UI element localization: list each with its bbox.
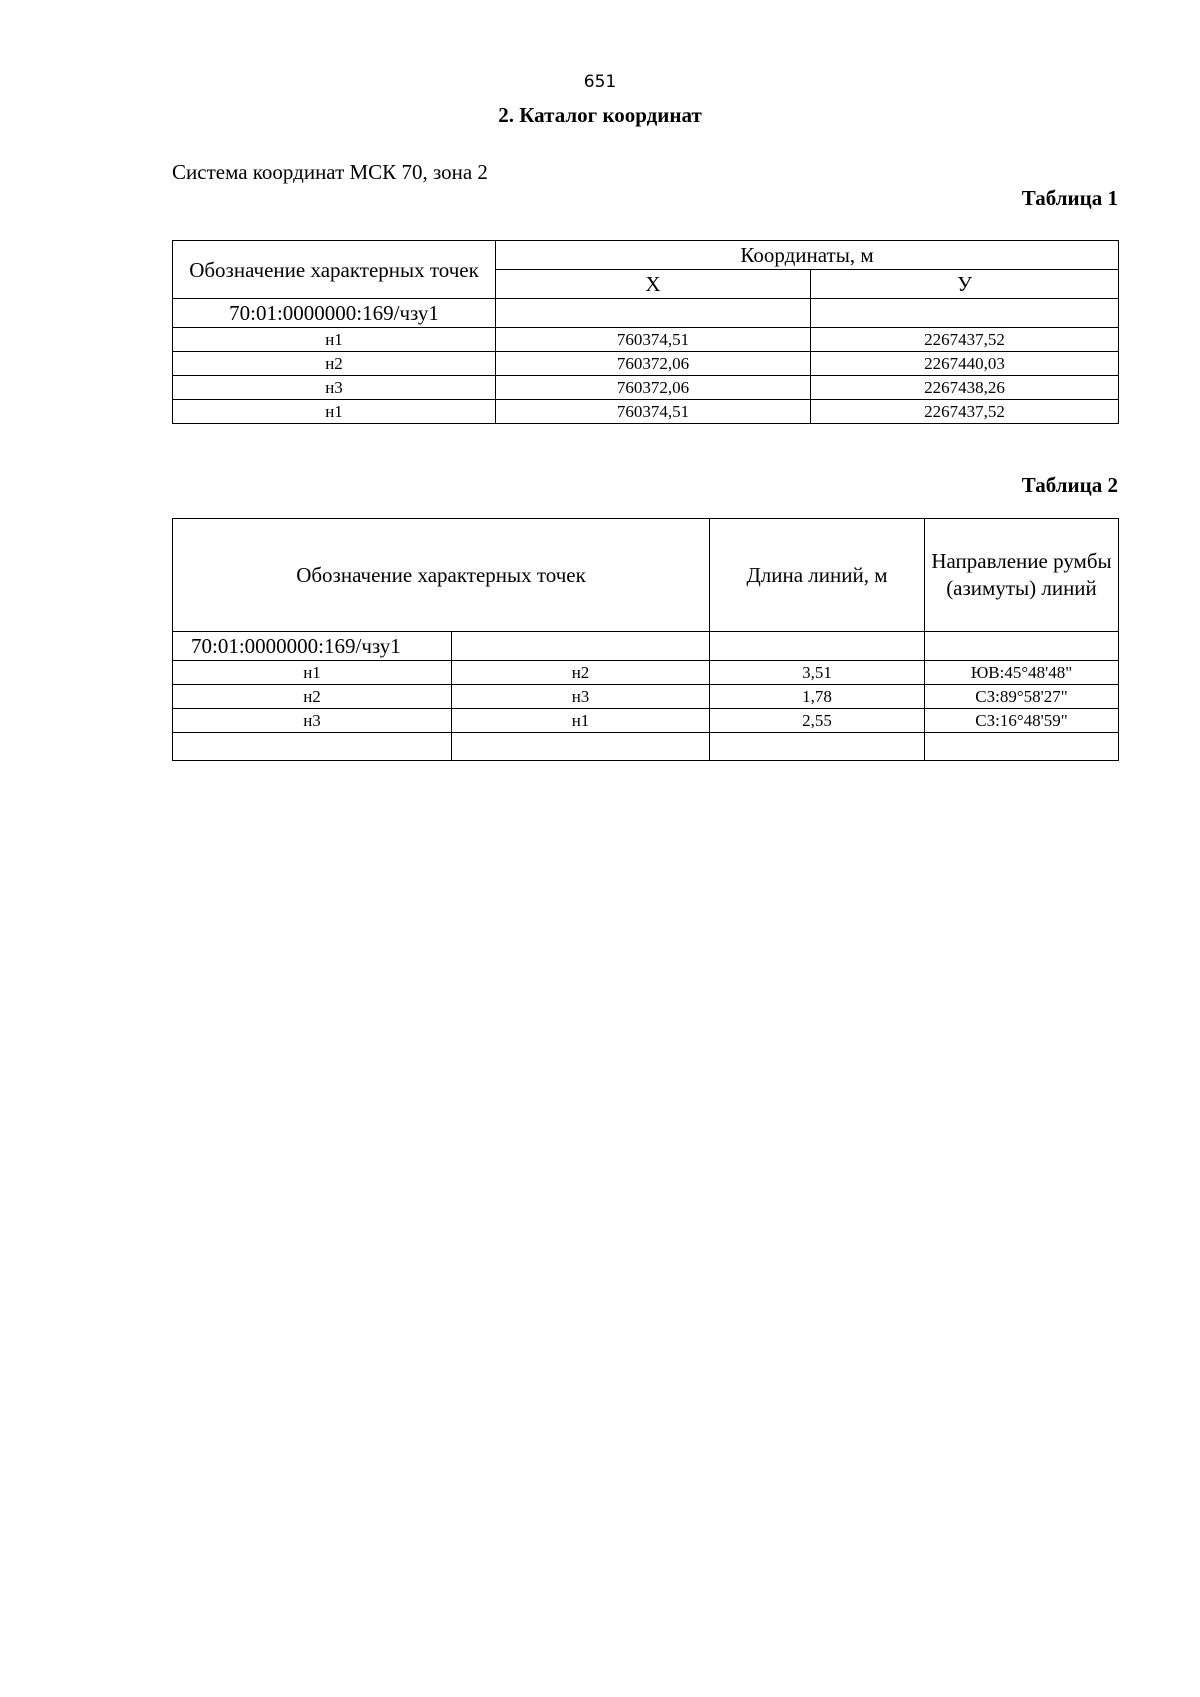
table-row [173, 400, 1119, 424]
table1-caption: Таблица 1 [1021, 186, 1118, 210]
table-row [173, 685, 1119, 709]
section-title: 2. Каталог координат [498, 103, 702, 127]
length-cell: 2,55 [710, 709, 925, 733]
page-number: 651 [583, 72, 617, 92]
to-point-cell: н3 [452, 685, 710, 709]
direction-cell: СЗ:89°58'27" [925, 685, 1119, 709]
from-point-cell: н1 [173, 661, 452, 685]
empty-cell [811, 299, 1119, 328]
header-length: Длина линий, м [710, 519, 925, 632]
table-row [173, 328, 1119, 352]
empty-cell [496, 299, 811, 328]
header-x: Х [496, 270, 811, 299]
table-row [173, 709, 1119, 733]
empty-cell [925, 632, 1119, 661]
point-cell: н1 [173, 328, 496, 352]
y-cell: 2267440,03 [811, 352, 1119, 376]
table-row [173, 352, 1119, 376]
empty-cell [710, 733, 925, 761]
direction-cell: СЗ:16°48'59" [925, 709, 1119, 733]
header-y: У [811, 270, 1119, 299]
y-cell: 2267438,26 [811, 376, 1119, 400]
table-row-empty [173, 733, 1119, 761]
to-point-cell: н2 [452, 661, 710, 685]
y-cell: 2267437,52 [811, 328, 1119, 352]
from-point-cell: н3 [173, 709, 452, 733]
empty-cell [452, 733, 710, 761]
from-point-cell: н2 [173, 685, 452, 709]
point-cell: н1 [173, 400, 496, 424]
lines-table [172, 518, 1119, 761]
table-row [173, 661, 1119, 685]
empty-cell [925, 733, 1119, 761]
to-point-cell: н1 [452, 709, 710, 733]
header-points: Обозначение характерных точек [173, 519, 710, 632]
length-cell: 1,78 [710, 685, 925, 709]
point-cell: н3 [173, 376, 496, 400]
y-cell: 2267437,52 [811, 400, 1119, 424]
x-cell: 760374,51 [496, 328, 811, 352]
header-coords: Координаты, м [496, 241, 1119, 270]
header-points: Обозначение характерных точек [173, 241, 496, 299]
parcel-id: 70:01:0000000:169/чзу1 [173, 632, 452, 661]
header-direction: Направление румбы (азимуты) линий [925, 519, 1119, 632]
empty-cell [710, 632, 925, 661]
table1-header-row [173, 241, 1119, 270]
table2-caption: Таблица 2 [1021, 473, 1118, 497]
table2-header-row [173, 519, 1119, 632]
empty-cell [173, 733, 452, 761]
point-cell: н2 [173, 352, 496, 376]
table2-parcel-row [173, 632, 1119, 661]
empty-cell [452, 632, 710, 661]
table-row [173, 376, 1119, 400]
coordinates-table [172, 240, 1119, 424]
x-cell: 760372,06 [496, 352, 811, 376]
direction-cell: ЮВ:45°48'48" [925, 661, 1119, 685]
x-cell: 760374,51 [496, 400, 811, 424]
coordinate-system-line: Система координат МСК 70, зона 2 [172, 160, 488, 184]
table1-parcel-row [173, 299, 1119, 328]
x-cell: 760372,06 [496, 376, 811, 400]
length-cell: 3,51 [710, 661, 925, 685]
parcel-id: 70:01:0000000:169/чзу1 [173, 299, 496, 328]
